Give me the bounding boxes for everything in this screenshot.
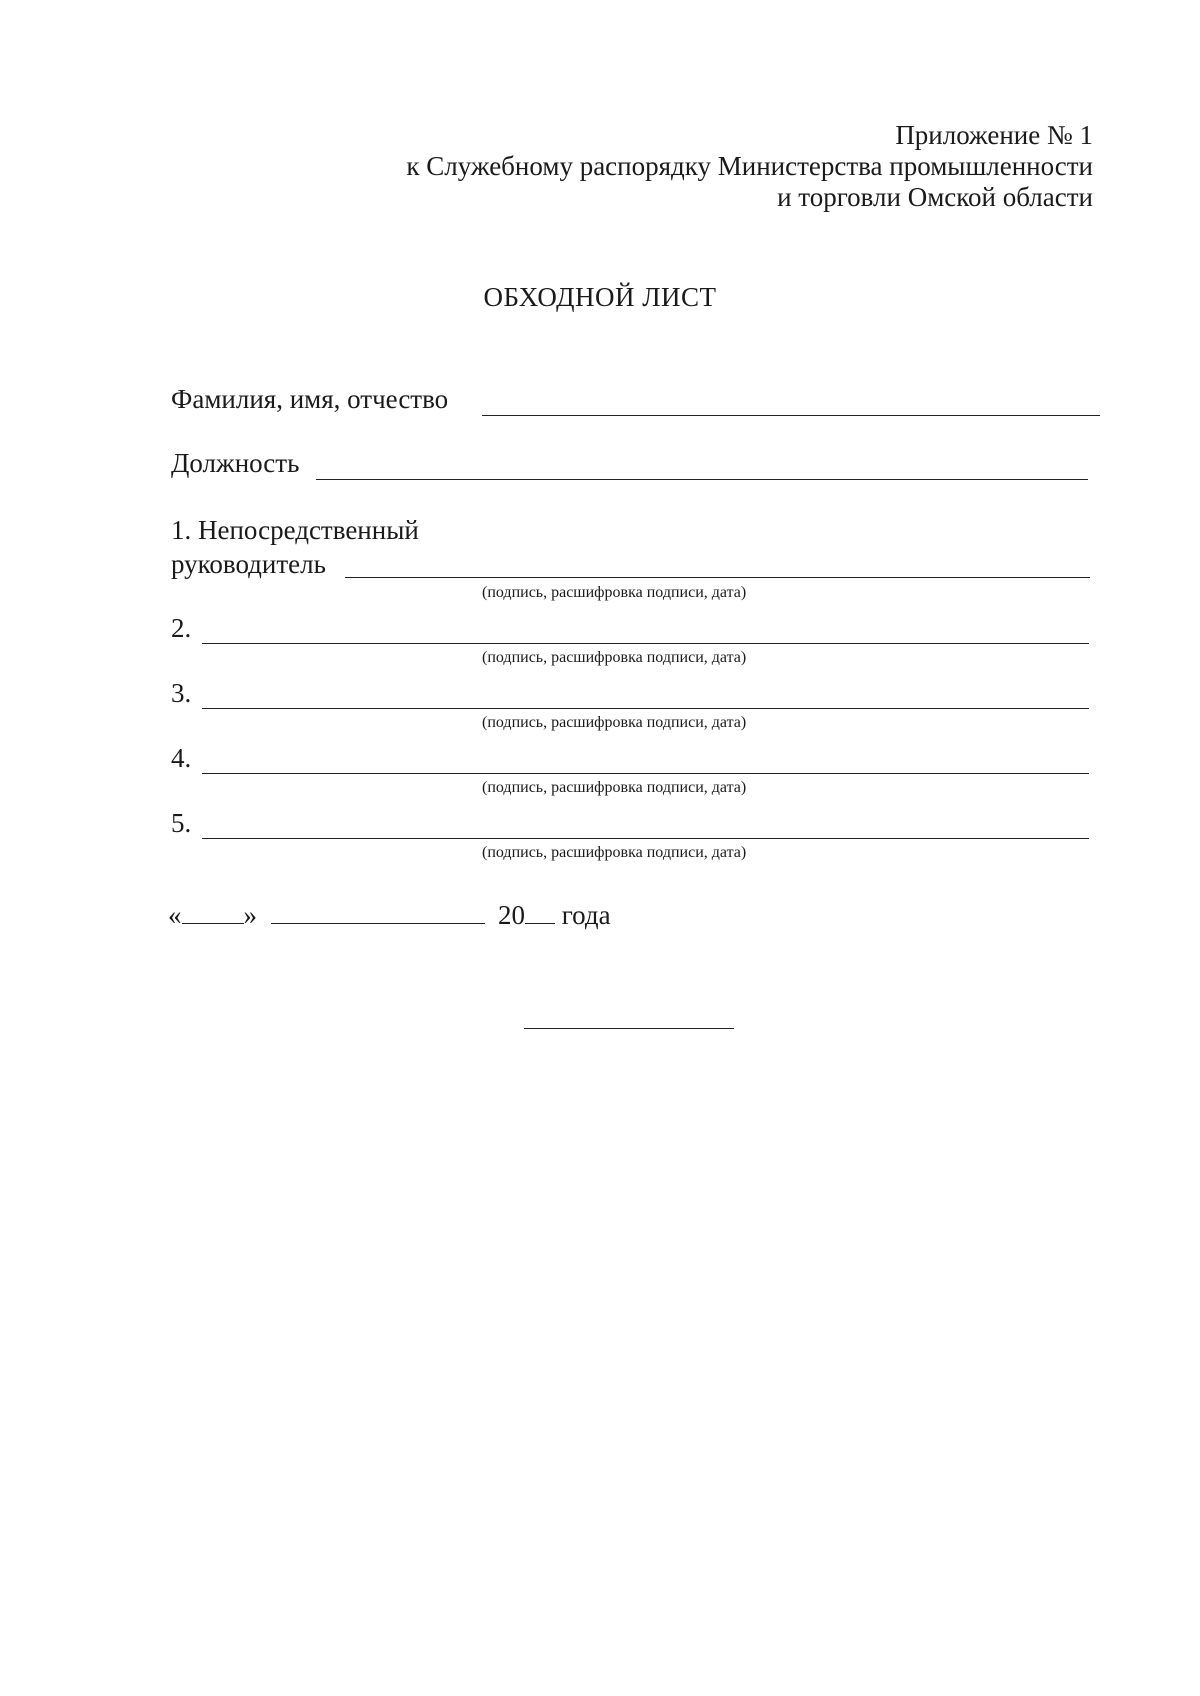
sign-item-1-field[interactable]	[345, 577, 1090, 578]
sign-item-4-caption: (подпись, расшифровка подписи, дата)	[482, 779, 747, 796]
sign-item-2-field[interactable]	[202, 643, 1089, 644]
day-field[interactable]	[182, 899, 244, 924]
year-field[interactable]	[525, 899, 555, 924]
full-name-field[interactable]	[482, 415, 1100, 416]
sign-item-3-field[interactable]	[202, 708, 1089, 709]
sign-item-2-caption: (подпись, расшифровка подписи, дата)	[482, 649, 747, 666]
appendix-header	[406, 120, 1093, 213]
full-name-label: Фамилия, имя, отчество	[171, 384, 449, 414]
sign-item-4-label: 4.	[171, 743, 192, 773]
date-open-quote: «	[168, 900, 182, 930]
date-close-quote: »	[243, 900, 257, 930]
date-row	[168, 899, 611, 931]
appendix-number: Приложение № 1	[895, 120, 1093, 150]
sign-item-4-field[interactable]	[202, 773, 1089, 774]
sign-item-5-label: 5.	[171, 808, 192, 838]
sign-item-5-caption: (подпись, расшифровка подписи, дата)	[482, 844, 747, 861]
appendix-reference-line-1: к Служебному распорядку Министерства промышленности	[406, 151, 1093, 181]
sign-item-1-label-line-2: руководитель	[171, 549, 326, 579]
sign-item-3-caption: (подпись, расшифровка подписи, дата)	[482, 714, 747, 731]
position-field[interactable]	[316, 479, 1088, 480]
sign-item-1-caption: (подпись, расшифровка подписи, дата)	[482, 584, 747, 601]
month-field[interactable]	[271, 899, 485, 924]
appendix-reference-line-2: и торговли Омской области	[777, 182, 1093, 212]
sign-item-5-field[interactable]	[202, 838, 1089, 839]
sign-item-3-label: 3.	[171, 678, 192, 708]
end-of-document-rule	[524, 1028, 734, 1029]
document-title: ОБХОДНОЙ ЛИСТ	[483, 282, 717, 312]
sign-item-2-label: 2.	[171, 613, 192, 643]
year-prefix: 20	[498, 900, 525, 930]
position-label: Должность	[171, 448, 300, 478]
sign-item-1-label-line-1: 1. Непосредственный	[171, 515, 419, 545]
year-suffix: года	[561, 900, 611, 930]
